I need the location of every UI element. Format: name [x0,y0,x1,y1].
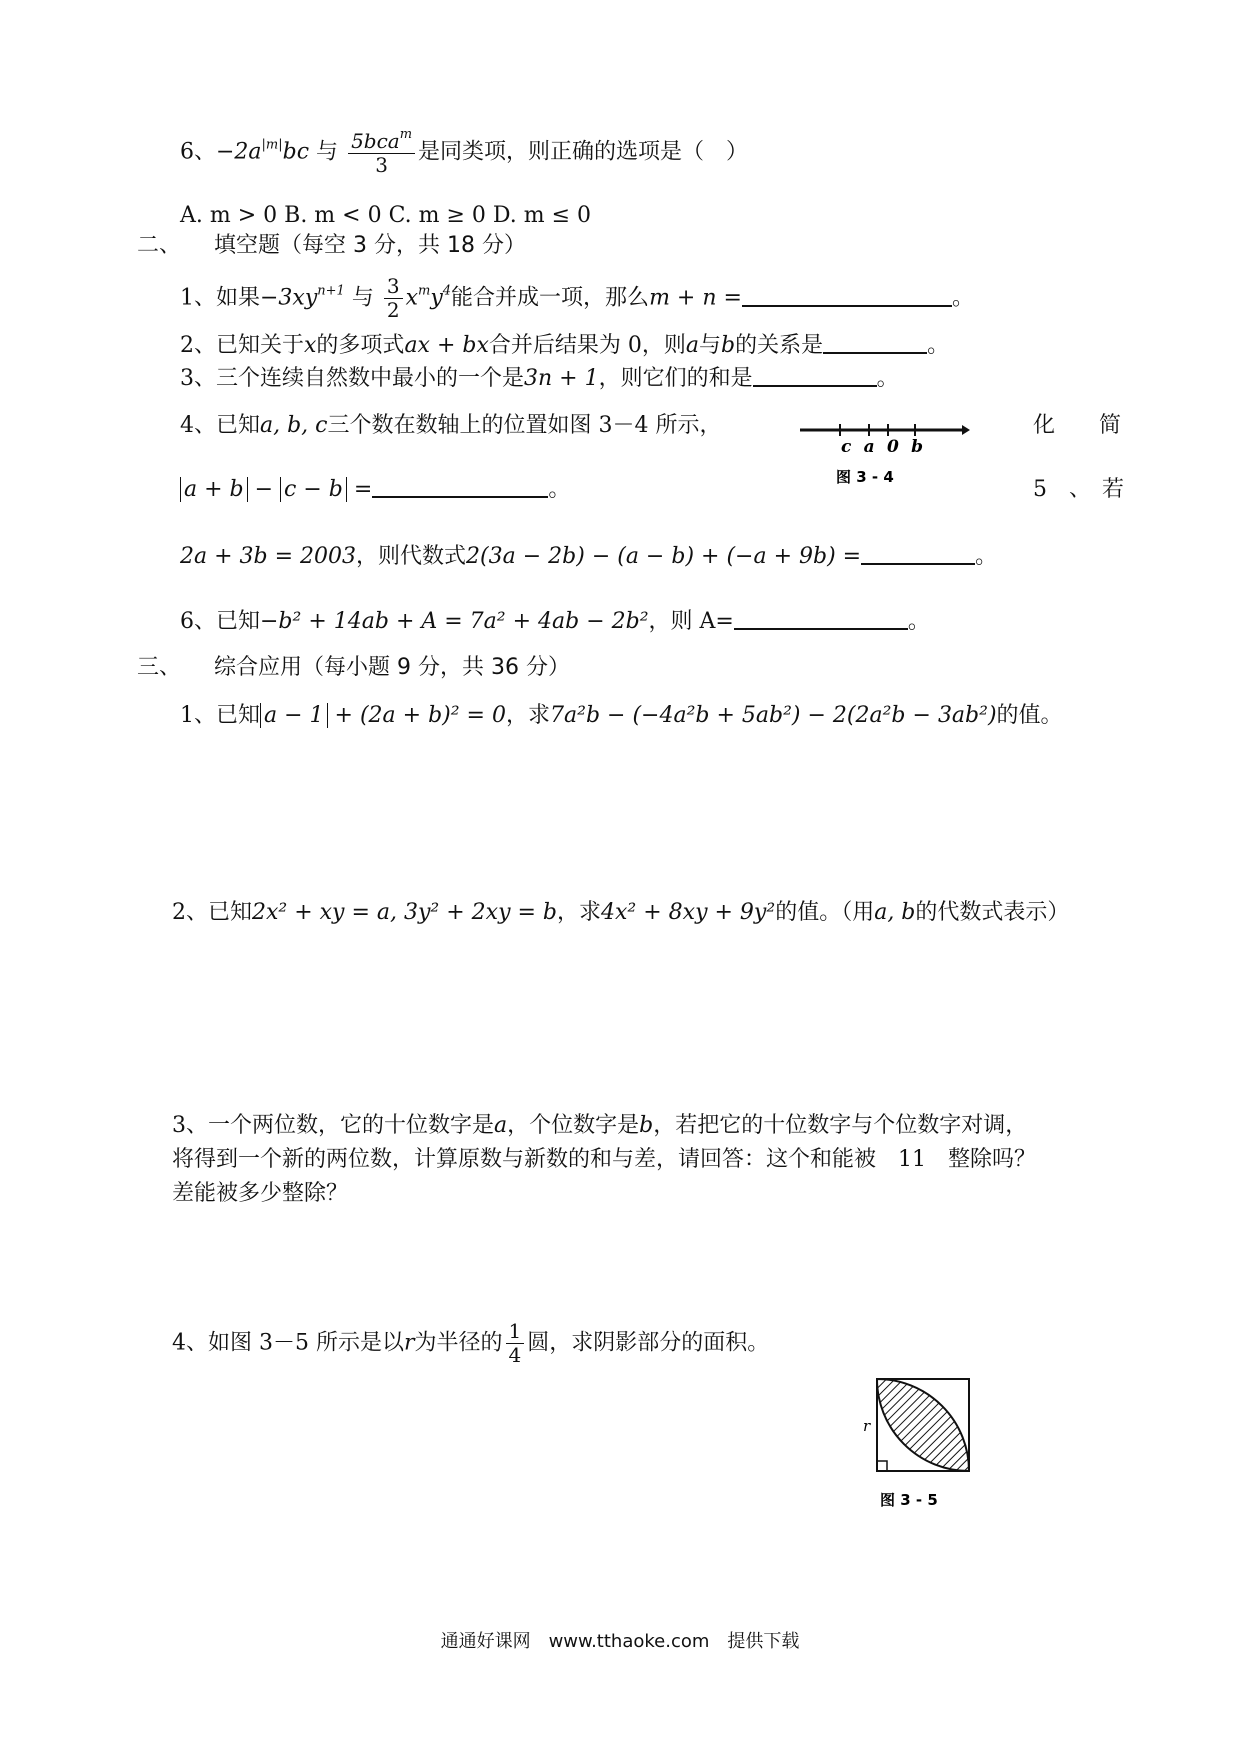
answer-blank[interactable] [753,367,877,387]
s2-q5-label: 5 、 若 [1033,477,1124,502]
s2-q4-simplify: 化 简 [1033,413,1122,438]
q6-line: 6、$-2a^{|m|}bc$ 与 $\frac{5bca^m}{3}$ 是同类项，则正确的选项是（ ） [180,127,749,177]
quarter-circle-figure [830,1367,980,1521]
q6-fraction: $\frac{5bca^m}{3}$ [348,128,415,177]
quarter-fraction: $\frac{1}{4}$ [506,1320,525,1367]
s2-q4-expr: a + b − c − b = 。 [180,476,570,504]
s3-q4: 4、如图 3－5 所示是以r为半径的 $\frac{1}{4}$ 圆，求阴影部分的面积。 [172,1319,770,1367]
page-footer: 通通好课网 www.tthaoke.com 提供下载 [440,1631,800,1652]
section2-heading: 二、 填空题（每空 3 分，共 18 分） [137,233,526,258]
s2-q6: 6、已知−b² + 14ab + A = 7a² + 4ab − 2b²，则 A= 。 [180,609,930,634]
answer-blank[interactable] [861,545,975,565]
s2-q2: 2、已知关于x的多项式ax + bx合并后结果为 0，则a与b的关系是 。 [180,333,950,358]
s2-q5: 2a + 3b = 2003，则代数式2(3a − 2b) − (a − b) + (−a + 9b) = 。 [180,544,998,569]
s3-q3-line2: 将得到一个新的两位数，计算原数与新数的和与差，请回答：这个和能被 11 整除吗？ [172,1147,1036,1172]
s2-q4: 4、已知a, b, c三个数在数轴上的位置如图 3－4 所示， [180,413,722,438]
s2-q1-fraction: $\frac{3}{2}$ [384,275,403,322]
s3-q2: 2、已知2x² + xy = a, 3y² + 2xy = b，求4x² + 8xy + 9y²的值。（用a, b的代数式表示） [172,900,1070,925]
s3-q3-line3: 差能被多少整除？ [172,1181,349,1206]
figure-3-5-caption: 图 3 - 5 [880,1491,938,1509]
s3-q1: 1、已知 a − 1 + (2a + b)² = 0，求7a²b − (−4a²b + 5ab²) − 2(2a²b − 3ab²)的值。 [180,703,1063,728]
number-line-figure [792,410,970,492]
figure-3-4-caption: 图 3 - 4 [836,468,894,486]
figure-3-5 [830,1367,980,1521]
answer-blank[interactable] [823,334,927,354]
answer-blank[interactable] [742,287,952,307]
section3-heading: 三、 综合应用（每小题 9 分，共 36 分） [137,655,570,680]
q6-options: A. m > 0 B. m < 0 C. m ≥ 0 D. m ≤ 0 [180,203,591,228]
s3-q3-line1: 3、一个两位数，它的十位数字是a，个位数字是b，若把它的十位数字与个位数字对调， [172,1113,1028,1138]
answer-blank[interactable] [734,610,908,630]
figure-3-4 [792,410,970,492]
radius-label: r [863,1417,871,1435]
s2-q1: 1、如果$-3xy^{n+1}$ 与 $\frac{3}{2}$ $x^my^4$能合并成一项，那么m + n = 。 [180,274,974,322]
answer-blank[interactable] [372,478,548,498]
s2-q3: 3、三个连续自然数中最小的一个是3n + 1，则它们的和是 。 [180,366,899,391]
number-line-labels: c a 0 b [841,437,923,457]
